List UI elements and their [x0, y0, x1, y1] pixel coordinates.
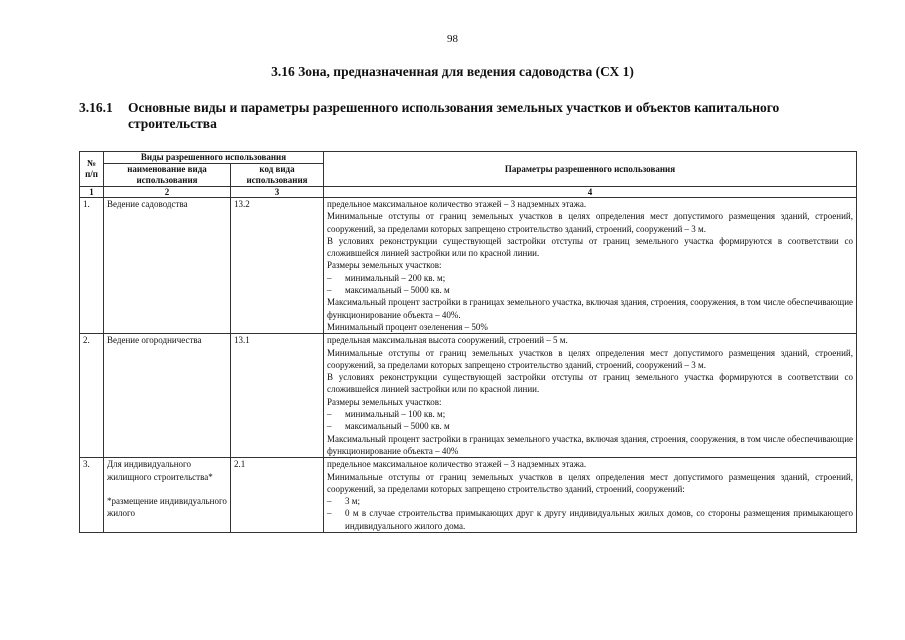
row-no: 1. — [80, 198, 104, 334]
param-line: В условиях реконструкции существующей застройки отступы от границ земельного участка формируются в соответствии со сложившейся линией застройки или по красной линии. — [327, 235, 853, 259]
col-index: 2 — [104, 187, 231, 198]
param-line: 3 м; — [345, 496, 360, 507]
col-index: 3 — [231, 187, 324, 198]
header-params: Параметры разрешенного использования — [324, 152, 857, 187]
subsection-number: 3.16.1 — [79, 100, 113, 115]
row-code: 2.1 — [231, 458, 324, 533]
param-line: максимальный – 5000 кв. м — [345, 285, 450, 296]
row-params — [324, 198, 857, 334]
table-header-row — [80, 152, 857, 164]
page-number: 98 — [447, 33, 458, 45]
row-name: Ведение огородничества — [104, 334, 231, 458]
param-list-item: – 3 м; — [327, 496, 360, 507]
row-name-note: *размещение индивидуального жилого — [107, 495, 227, 519]
row-code: 13.2 — [231, 198, 324, 334]
param-list-item: – 0 м в случае строительства примыкающих друг к другу индивидуальных жилых домов, со стороны размещения примыкающего индивидуального жилого дома. — [327, 508, 853, 531]
table-row — [80, 334, 857, 458]
row-code: 13.1 — [231, 334, 324, 458]
param-line: минимальный – 100 кв. м; — [345, 409, 446, 420]
row-name: Ведение садоводства — [104, 198, 231, 334]
param-line: Размеры земельных участков: — [327, 396, 442, 407]
param-line: Минимальный процент озеленения – 50% — [327, 321, 488, 332]
param-list-item: – максимальный – 5000 кв. м — [327, 421, 450, 432]
col-index: 4 — [324, 187, 857, 198]
header-no: № п/п — [80, 152, 104, 187]
subsection-heading — [79, 100, 869, 132]
row-params — [324, 458, 857, 533]
param-line: предельное максимальное количество этажей – 3 надземных этажа. — [327, 459, 587, 470]
param-line: Минимальные отступы от границ земельных участков в целях определения мест допустимого размещения зданий, строений, сооружений, за пределами которых запрещено строительство зданий, строений, сооружений – 3 м. — [327, 211, 853, 234]
row-no: 2. — [80, 334, 104, 458]
row-no: 3. — [80, 458, 104, 533]
col-index: 1 — [80, 187, 104, 198]
param-line: Минимальные отступы от границ земельных участков в целях определения мест допустимого размещения зданий, строений, сооружений, за пределами которых запрещено строительство зданий, строений, сооружений: — [327, 471, 853, 494]
param-list-item: – минимальный – 200 кв. м; — [327, 272, 446, 283]
param-line: Максимальный процент застройки в границах земельного участка, включая здания, строения, сооружения, в том числе обеспечивающие функционирование объекта – 40%. — [327, 297, 853, 320]
param-line: Максимальный процент застройки в границах земельного участка, включая здания, строения, сооружения, в том числе обеспечивающие функционирование объекта – 40% — [327, 433, 853, 456]
param-list-item: – максимальный – 5000 кв. м — [327, 285, 450, 296]
row-params — [324, 334, 857, 458]
param-line: В условиях реконструкции существующей застройки отступы от границ земельного участка формируются в соответствии со сложившейся линией застройки или по красной линии. — [327, 372, 853, 395]
table-row — [80, 458, 857, 533]
header-code: код вида использования — [231, 164, 324, 187]
param-line: Минимальные отступы от границ земельных участков в целях определения мест допустимого размещения зданий, строений, сооружений, за пределами которых запрещено строительство зданий, строений, сооружений – 3 м. — [327, 347, 853, 370]
header-group: Виды разрешенного использования — [104, 152, 324, 164]
param-line: 0 м в случае строительства примыкающих друг к другу индивидуальных жилых домов, со стороны размещения примыкающего индивидуального жилого дома. — [345, 508, 853, 531]
param-line: предельная максимальная высота сооружений, строений – 5 м. — [327, 335, 568, 346]
row-name-cell — [104, 458, 231, 533]
section-title: 3.16 Зона, предназначенная для ведения садоводства (СХ 1) — [271, 64, 634, 79]
header-name: наименование вида использования — [104, 164, 231, 187]
param-line: Размеры земельных участков: — [327, 260, 442, 271]
permitted-use-table — [79, 151, 857, 533]
column-index-row — [80, 187, 857, 198]
param-line: максимальный – 5000 кв. м — [345, 421, 450, 432]
row-name: Для индивидуального жилищного строительства* — [107, 459, 213, 482]
param-line: предельное максимальное количество этажей – 3 надземных этажа. — [327, 199, 587, 209]
param-list-item: – минимальный – 100 кв. м; — [327, 409, 446, 420]
subsection-title: Основные виды и параметры разрешенного использования земельных участков и объектов капитального строительства — [128, 100, 780, 131]
param-line: минимальный – 200 кв. м; — [345, 272, 446, 283]
table-row — [80, 198, 857, 334]
